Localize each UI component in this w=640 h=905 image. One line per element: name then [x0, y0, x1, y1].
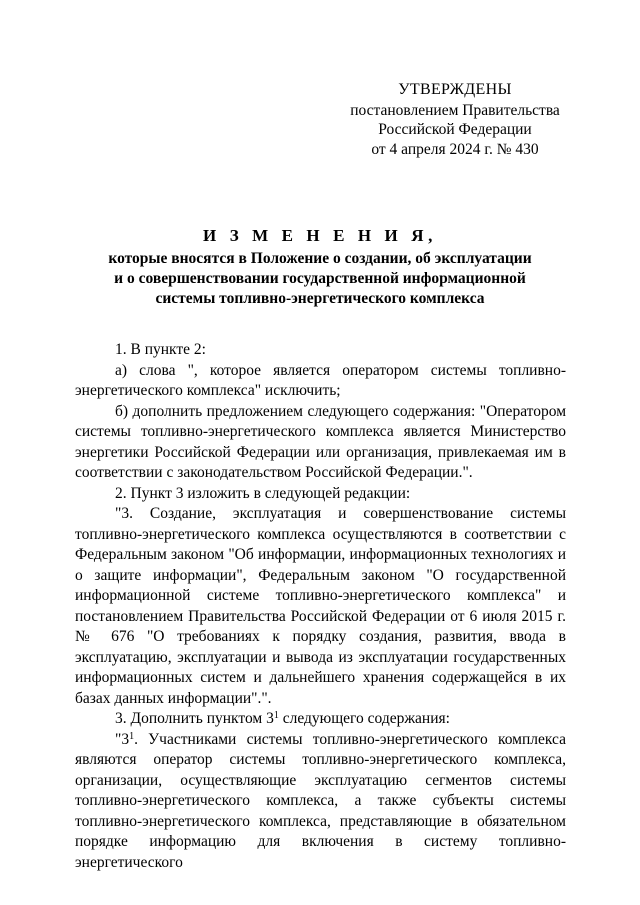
paragraph-1: 1. В пункте 2: [115, 341, 206, 358]
paragraph-2: 2. Пункт 3 изложить в следующей редакции: [115, 484, 411, 502]
approval-block [340, 80, 570, 159]
paragraph-3-sup: 1 [273, 710, 279, 721]
title-caps: И З М Е Н Е Н И Я, [203, 226, 437, 245]
paragraph-3-post: следующего содержания: [278, 710, 450, 727]
paragraph-3-quote [75, 730, 566, 874]
title-line-1: которые вносятся в Положение о создании, об эксплуатации [108, 250, 532, 267]
paragraph-3 [75, 709, 566, 730]
paragraph-1b: б) дополнить предложением следующего содержания: "Оператором системы топливно-энергетического комплекса является Министерство энергетики Российской Федерации или организация, привлекаемая им в соответствии с законодательством Российской Федерации.". [75, 402, 566, 481]
paragraph-1a: а) слова ", которое является оператором системы топливно-энергетического комплекса" исключить; [75, 361, 566, 399]
paragraph-3-quote-post: . Участниками системы топливно-энергетического комплекса являются оператор системы топливно-энергетического комплекса, организации, осуществляющие эксплуатацию сегментов системы топливно-энергетического комплекса, а также субъекты системы топливно-энергетического комплекса, представляющие в обязательном порядке информацию для включения в систему топливно-энергетического [75, 730, 566, 871]
approval-line-1: постановлением Правительства [350, 101, 560, 119]
paragraph-3-pre: 3. Дополнить пунктом 3 [115, 710, 274, 727]
document-title [75, 226, 565, 309]
title-line-2: и о совершенствовании государственной информационной [114, 270, 526, 287]
paragraph-3-quote-sup: 1 [129, 730, 135, 742]
approval-heading: УТВЕРЖДЕНЫ [398, 81, 512, 98]
approval-line-3: от 4 апреля 2024 г. № 430 [371, 140, 539, 158]
approval-line-2: Российской Федерации [378, 121, 532, 138]
title-line-3: системы топливно-энергетического комплекса [155, 290, 485, 307]
paragraph-3-quote-pre: "3 [115, 730, 130, 748]
document-body [75, 340, 566, 873]
paragraph-2-quote: "3. Создание, эксплуатация и совершенствование системы топливно-энергетического комплекса осуществляются в соответствии с Федеральным законом "Об информации, информационных технологиях и о защите информации", Федеральным законом "О государственной информационной системе топливно-энергетического комплекса" и постановлением Правительства Российской Федерации от 6 июля 2015 г. № 676 "О требованиях к порядку создания, развития, ввода в эксплуатацию, эксплуатации и вывода из эксплуатации государственных информационных систем и дальнейшего хранения содержащейся в их базах данных информации".". [75, 505, 566, 707]
